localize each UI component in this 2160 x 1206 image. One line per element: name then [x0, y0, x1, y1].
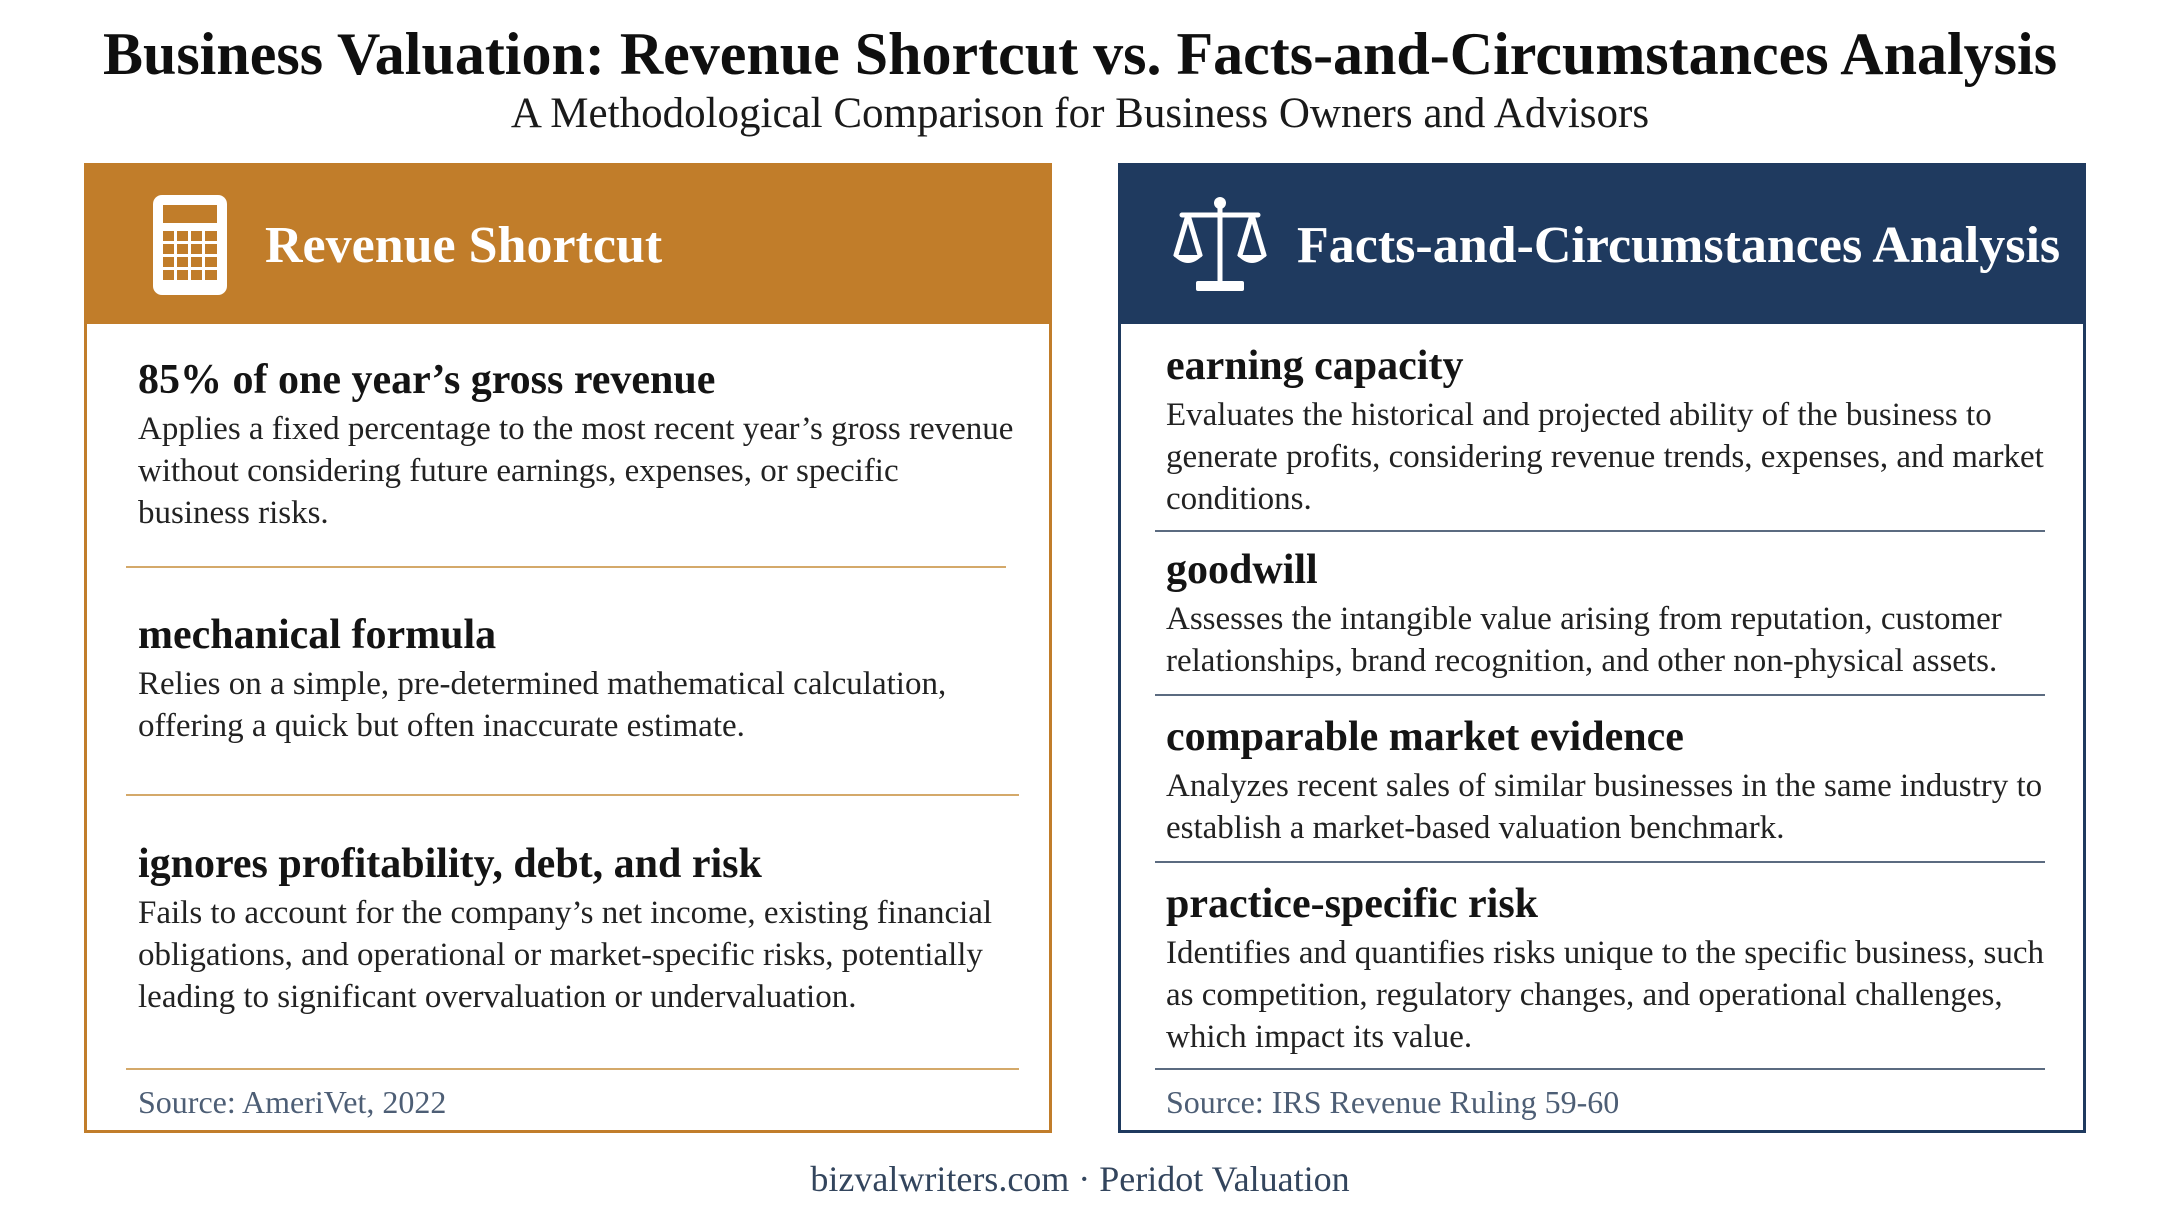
- divider: [1155, 694, 2045, 696]
- list-item: [1166, 711, 2056, 849]
- item-description: Assesses the intangible value arising from reputation, customer relationships, brand recognition, and other non-physical assets.: [1166, 601, 2002, 679]
- list-item: [1166, 878, 2056, 1058]
- facts-circumstances-title: Facts-and-Circumstances Analysis: [1297, 216, 2061, 274]
- scales-of-justice-icon: [1165, 190, 1275, 300]
- item-description: Applies a fixed percentage to the most recent year’s gross revenue without considering future earnings, expenses, or specific business risks.: [138, 411, 1014, 531]
- revenue-shortcut-title: Revenue Shortcut: [265, 216, 663, 274]
- revenue-shortcut-header: [87, 166, 1049, 324]
- item-title: ignores profitability, debt, and risk: [138, 841, 762, 887]
- item-title: 85% of one year’s gross revenue: [138, 357, 716, 403]
- divider: [1155, 530, 2045, 532]
- page-subtitle: A Methodological Comparison for Business Owners and Advisors: [510, 90, 1650, 137]
- list-item: [1166, 340, 2056, 520]
- divider: [126, 1068, 1019, 1070]
- item-description: Analyzes recent sales of similar businesses in the same industry to establish a market-based valuation benchmark.: [1166, 768, 2043, 846]
- list-item: [1166, 544, 2056, 682]
- list-item: [138, 354, 1018, 534]
- source-citation: Source: AmeriVet, 2022: [138, 1084, 447, 1120]
- calculator-icon: [145, 190, 235, 300]
- source-citation: Source: IRS Revenue Ruling 59-60: [1166, 1084, 1620, 1120]
- footer-credits: bizvalwriters.com · Peridot Valuation: [810, 1159, 1350, 1199]
- item-description: Fails to account for the company’s net income, existing financial obligations, and operational or market-specific risks, potentially leading to significant overvaluation or undervaluation.: [138, 895, 993, 1015]
- item-description: Relies on a simple, pre-determined mathematical calculation, offering a quick but often inaccurate estimate.: [138, 666, 947, 744]
- divider: [1155, 1068, 2045, 1070]
- list-item: [138, 609, 1018, 747]
- item-title: mechanical formula: [138, 612, 497, 658]
- item-title: practice-specific risk: [1166, 881, 1539, 927]
- facts-circumstances-panel: [1118, 163, 2086, 1133]
- item-description: Identifies and quantifies risks unique to the specific business, such as competition, regulatory changes, and operational challenges, which impact its value.: [1166, 935, 2044, 1055]
- item-title: earning capacity: [1166, 343, 1464, 389]
- page-title: Business Valuation: Revenue Shortcut vs. Facts-and-Circumstances Analysis: [102, 21, 2058, 87]
- divider: [126, 794, 1019, 796]
- item-title: comparable market evidence: [1166, 714, 1684, 760]
- item-title: goodwill: [1166, 547, 1318, 593]
- divider: [126, 566, 1006, 568]
- item-description: Evaluates the historical and projected ability of the business to generate profits, considering revenue trends, expenses, and market conditions.: [1166, 397, 2044, 517]
- revenue-shortcut-panel: [84, 163, 1052, 1133]
- list-item: [138, 838, 1018, 1018]
- facts-circumstances-header: [1121, 166, 2083, 324]
- divider: [1155, 861, 2045, 863]
